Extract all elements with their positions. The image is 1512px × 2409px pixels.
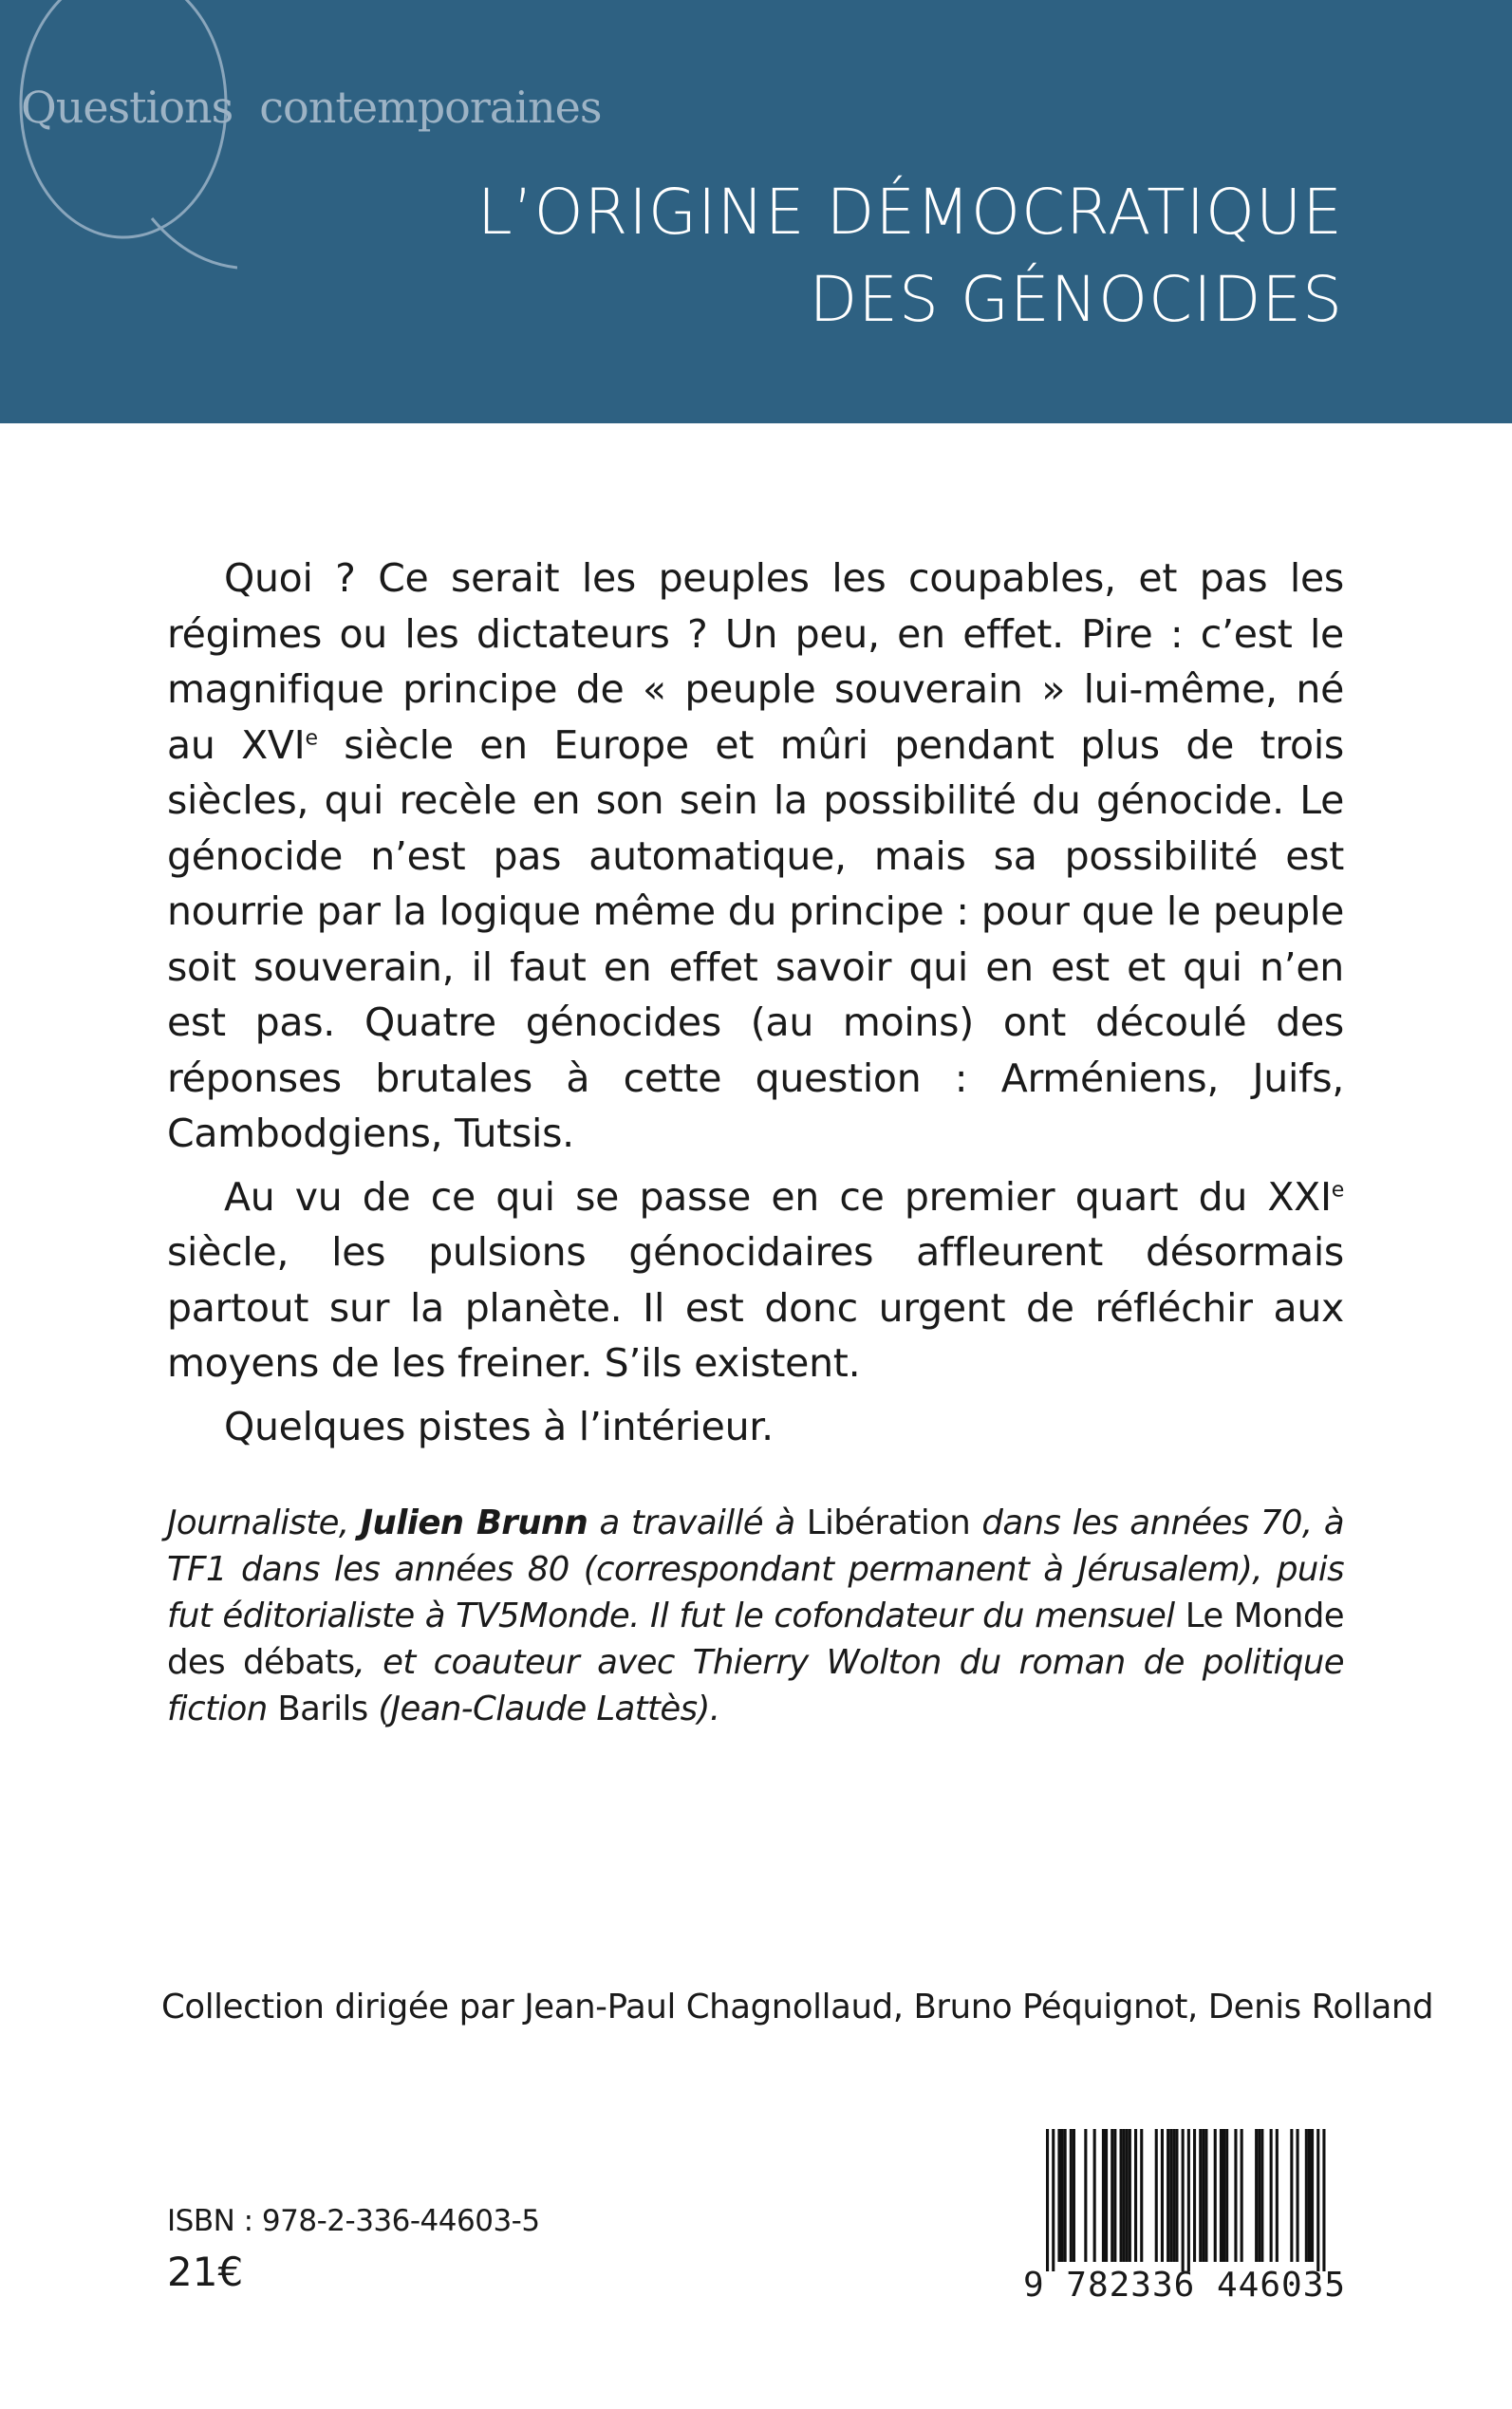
barcode-digits: 9 782336 446035 <box>1022 2266 1347 2305</box>
collection-name <box>21 82 627 133</box>
collection-word-2: contemporaines <box>259 82 602 133</box>
barcode-bar <box>1167 2129 1169 2262</box>
barcode-bar <box>1113 2129 1116 2262</box>
ean13-barcode-icon <box>1023 2129 1346 2271</box>
barcode-bar <box>1052 2129 1055 2271</box>
barcode-bar <box>1061 2129 1064 2262</box>
barcode-bar <box>1093 2129 1096 2262</box>
book-title <box>477 169 1343 344</box>
barcode-bar <box>1297 2129 1299 2262</box>
barcode-bar <box>1220 2129 1223 2262</box>
collection-word-1: Questions <box>21 82 233 133</box>
blurb-p2-superscript: e <box>1331 1177 1344 1202</box>
barcode-bar <box>1111 2129 1113 2262</box>
blurb-p2-text-a: Au vu de ce qui se passe en ce premier quart du XXI <box>224 1173 1332 1220</box>
barcode-bar <box>1073 2129 1075 2262</box>
book-title-line-2: DES GÉNOCIDES <box>809 263 1343 336</box>
barcode-bar <box>1105 2129 1108 2262</box>
barcode-bar <box>1134 2129 1137 2262</box>
blurb-p1-text-a: Quoi ? Ce serait les peuples les coupables, et pas les régimes ou les dictateurs ? Un peu, en effet. Pire : c’est le magnifique principe de « peuple souverain » lui-même, né au XVI <box>167 555 1344 768</box>
barcode-bar <box>1234 2129 1237 2262</box>
barcode-bar <box>1120 2129 1123 2262</box>
barcode-bar <box>1140 2129 1143 2262</box>
barcode-bar <box>1084 2129 1087 2262</box>
barcode-bar <box>1316 2129 1319 2271</box>
author-name: Julien Brunn <box>360 1503 588 1542</box>
barcode-bar <box>1070 2129 1073 2262</box>
barcode-bar <box>1172 2129 1175 2262</box>
isbn: ISBN : 978-2-336-44603-5 <box>167 2204 540 2238</box>
barcode-bar <box>1322 2129 1325 2271</box>
price: 21€ <box>167 2249 244 2295</box>
barcode-bar <box>1161 2129 1164 2262</box>
barcode-bar <box>1057 2129 1060 2262</box>
barcode-bar <box>1311 2129 1314 2262</box>
barcode-bar <box>1255 2129 1258 2262</box>
barcode-bar <box>1270 2129 1273 2262</box>
blurb-paragraph-3: Quelques pistes à l’intérieur. <box>224 1403 774 1449</box>
barcode-bar <box>1126 2129 1129 2262</box>
collection-directors: Collection dirigée par Jean-Paul Chagnollaud, Bruno Péquignot, Denis Rolland <box>161 1988 1434 2026</box>
barcode-bar <box>1202 2129 1204 2262</box>
barcode-bar <box>1129 2129 1131 2262</box>
barcode-bar <box>1064 2129 1067 2262</box>
bio-text-2: a travaillé à <box>588 1503 807 1542</box>
barcode-bar <box>1223 2129 1225 2262</box>
book-title-line-1: L’ORIGINE DÉMOCRATIQUE <box>476 176 1343 249</box>
blurb-paragraph-1 <box>167 551 1344 1162</box>
barcode-bar <box>1258 2129 1260 2262</box>
bio-text-1: Journaliste, <box>167 1503 361 1542</box>
blurb-p1-text-b: siècle en Europe et mûri pendant plus de trois siècles, qui recèle en son sein la possibilité du génocide. Le génocide n’est pas automatique, mais sa possibilité est nourrie par la logique même du principe : pour que le peuple soit souverain, il faut en effet savoir qui en est et qui n’en est pas. Quatre génocides (au moins) ont découlé des réponses brutales à cette question : Arméniens, Juifs, Cambodgiens, Tutsis. <box>167 721 1344 1156</box>
blurb <box>167 551 1344 1462</box>
barcode-bar <box>1214 2129 1217 2262</box>
bio-text-3: dans les années 70, à TF1 dans les années 80 (correspondant permanent à Jérusalem), puis fut éditorialiste à TV5Monde. Il fut le cofondateur du mensuel <box>167 1503 1345 1635</box>
barcode-bar <box>1102 2129 1105 2262</box>
barcode-bar <box>1046 2129 1049 2271</box>
barcode-bar <box>1199 2129 1202 2262</box>
barcode-bar <box>1155 2129 1158 2262</box>
barcode-bar <box>1169 2129 1172 2262</box>
barcode-bar <box>1123 2129 1126 2262</box>
author-bio <box>167 1500 1344 1732</box>
barcode-bar <box>1276 2129 1279 2262</box>
barcode-bar <box>1182 2129 1185 2271</box>
bio-work-3: Barils <box>277 1690 368 1728</box>
letter-q-outline-icon <box>9 0 237 275</box>
barcode-bar <box>1260 2129 1263 2262</box>
blurb-p2-text-b: siècle, les pulsions génocidaires affleurent désormais partout sur la planète. Il est donc urgent de réfléchir aux moyens de les freiner. S’ils existent. <box>167 1229 1344 1386</box>
bio-work-1: Libération <box>806 1503 971 1542</box>
barcode <box>1017 2123 1352 2327</box>
barcode-bar <box>1305 2129 1308 2262</box>
barcode-bar <box>1175 2129 1178 2262</box>
barcode-bar <box>1308 2129 1311 2262</box>
barcode-bar <box>1290 2129 1293 2262</box>
barcode-bar <box>1193 2129 1196 2262</box>
blurb-p1-superscript: e <box>305 725 318 750</box>
barcode-bar <box>1204 2129 1207 2262</box>
barcode-bar <box>1187 2129 1190 2271</box>
blurb-paragraph-2 <box>167 1169 1344 1391</box>
barcode-bar <box>1241 2129 1243 2262</box>
bio-work-2: Le Monde des débats <box>167 1597 1345 1682</box>
bio-text-4: , et coauteur avec Thierry Wolton du roman de politique fiction <box>167 1643 1344 1728</box>
bio-text-5: (Jean-Claude Lattès). <box>367 1690 720 1728</box>
barcode-bar <box>1225 2129 1228 2262</box>
header-band <box>0 0 1512 423</box>
